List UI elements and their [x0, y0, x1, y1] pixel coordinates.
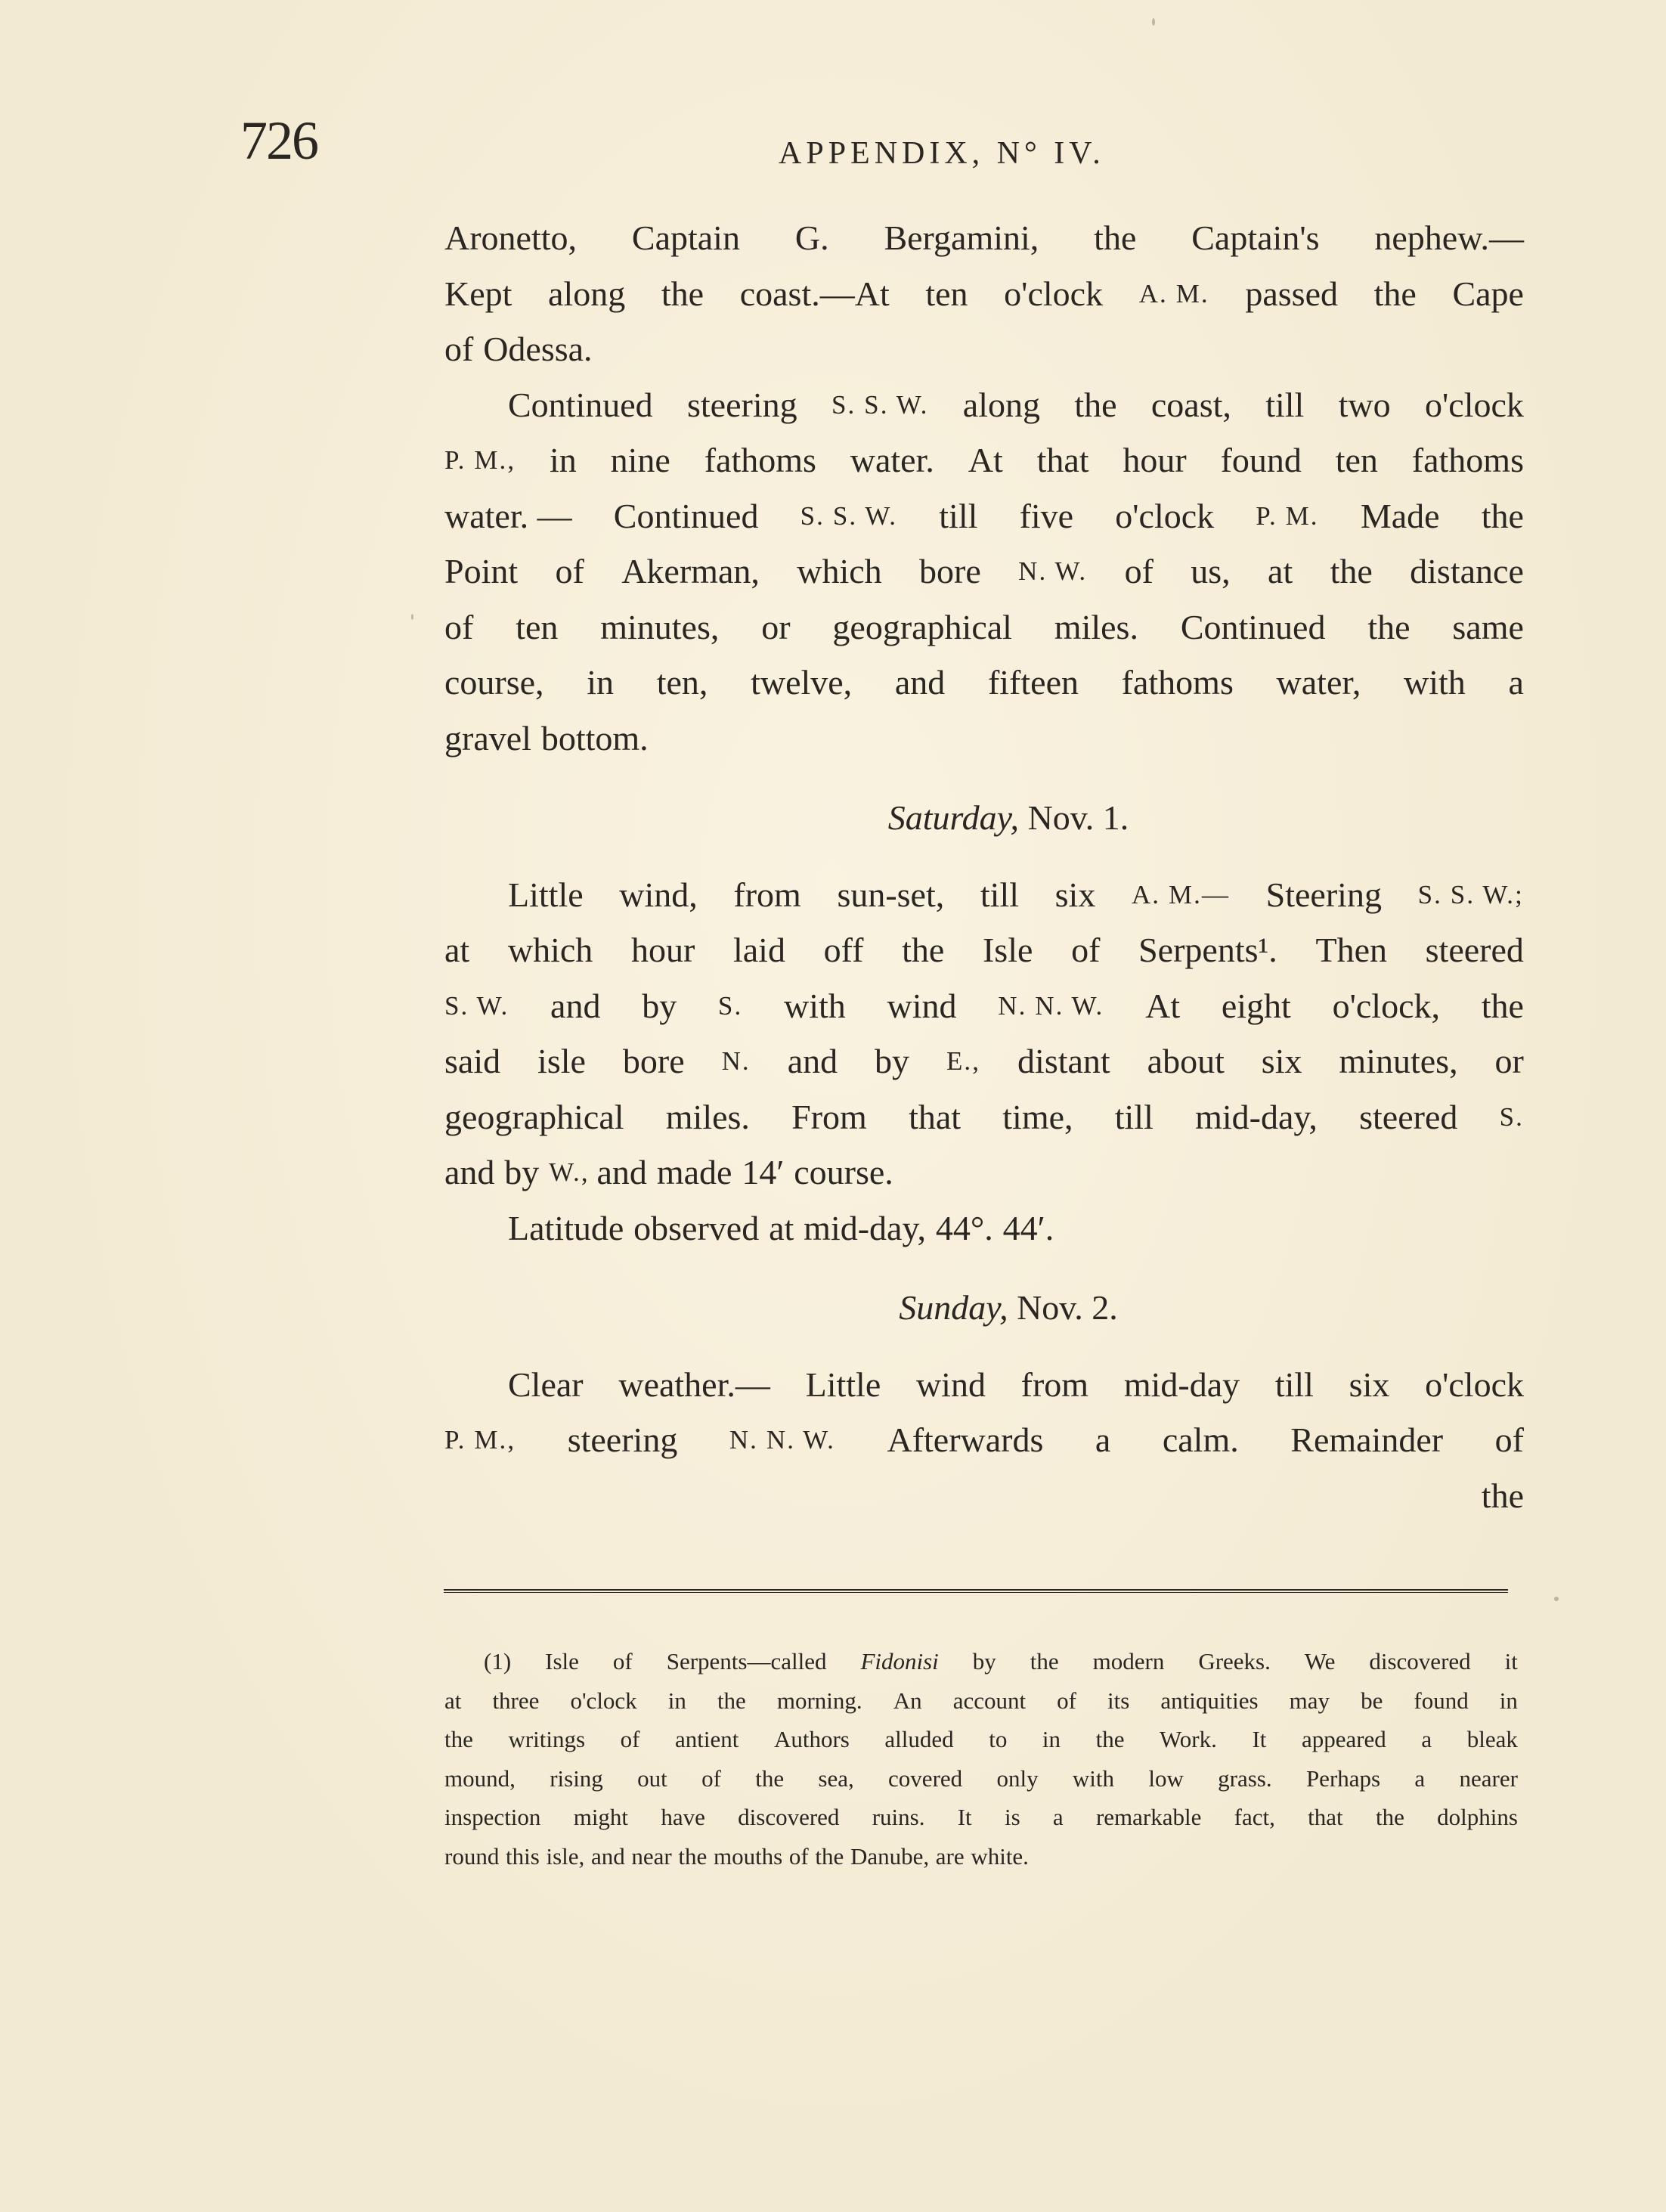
- word: and: [550, 986, 601, 1025]
- word: mid-day: [1123, 1365, 1240, 1404]
- catchword: the: [1481, 1476, 1524, 1515]
- word: S. S. W.: [800, 500, 898, 531]
- word: said: [444, 1042, 501, 1080]
- word: mid-day,: [804, 1208, 926, 1247]
- word: the: [1030, 1648, 1059, 1674]
- word: From: [791, 1097, 867, 1136]
- word: three: [492, 1687, 540, 1714]
- word: at: [1268, 552, 1293, 590]
- word: Isle: [982, 931, 1033, 969]
- word: Continued: [613, 496, 759, 535]
- word: of: [612, 1648, 633, 1674]
- word: time,: [1002, 1097, 1073, 1136]
- word: S. W.: [444, 990, 509, 1021]
- word: Continued: [508, 385, 653, 424]
- word: mouths: [713, 1842, 783, 1870]
- word: antient: [675, 1726, 739, 1752]
- word: in: [1499, 1687, 1518, 1714]
- word: calm.: [1162, 1420, 1239, 1459]
- word: at: [444, 1687, 462, 1714]
- word: and: [894, 663, 946, 702]
- text-line: [444, 544, 1524, 599]
- word: in: [667, 1687, 686, 1714]
- word: the: [1074, 385, 1117, 424]
- word: (1): [484, 1648, 512, 1674]
- word: G.: [794, 218, 829, 257]
- word: discovered: [738, 1804, 840, 1830]
- word: till: [939, 496, 978, 535]
- word: its: [1107, 1687, 1130, 1714]
- word: Afterwards: [887, 1420, 1044, 1459]
- word: steering: [687, 385, 797, 424]
- word: the: [1095, 1726, 1125, 1752]
- word: Latitude: [508, 1208, 624, 1247]
- word: coast.—At: [739, 274, 890, 313]
- word: water.: [850, 441, 934, 479]
- word: of: [1494, 1420, 1524, 1459]
- word: Continued: [1180, 607, 1326, 646]
- paragraph: [444, 377, 1524, 767]
- word: N.: [721, 1046, 751, 1076]
- text-line: [444, 1089, 1524, 1145]
- word: Akerman,: [621, 552, 760, 590]
- word: of: [1071, 931, 1101, 969]
- word: course.: [794, 1153, 893, 1191]
- page-number: 726: [240, 110, 317, 171]
- word: A. M.: [1138, 278, 1209, 308]
- word: steering: [567, 1420, 678, 1459]
- word: two: [1338, 385, 1391, 424]
- word: that: [1308, 1804, 1343, 1830]
- text-line: [444, 1145, 1524, 1200]
- word: to: [989, 1726, 1008, 1752]
- word: till: [1114, 1097, 1154, 1136]
- word: Steering: [1265, 875, 1382, 914]
- paragraph: [444, 867, 1524, 1200]
- word: ten: [516, 607, 559, 646]
- word: five: [1019, 496, 1074, 535]
- word: Bergamini,: [884, 218, 1039, 257]
- word: round: [444, 1842, 500, 1870]
- word: modern: [1092, 1648, 1165, 1674]
- word: miles.: [665, 1097, 750, 1136]
- paragraph: [444, 210, 1524, 377]
- word: Clear: [508, 1365, 584, 1404]
- word: fathoms: [1121, 663, 1234, 702]
- word: S.: [717, 990, 743, 1021]
- word: observed: [633, 1208, 760, 1247]
- word: may: [1289, 1687, 1330, 1714]
- word: steered: [1425, 931, 1524, 969]
- word: inspection: [444, 1804, 541, 1830]
- word: of: [701, 1764, 721, 1792]
- word: from: [1020, 1365, 1089, 1404]
- word: dolphins: [1437, 1804, 1518, 1830]
- word: at: [769, 1208, 794, 1247]
- text-line: [444, 210, 1524, 266]
- word: made: [656, 1153, 732, 1191]
- paragraph: [444, 1200, 1524, 1256]
- footnote: [444, 1642, 1518, 1876]
- word: Odessa.: [483, 330, 593, 368]
- word: Made: [1360, 496, 1440, 535]
- word: only: [996, 1764, 1039, 1792]
- word: ten,: [656, 663, 708, 702]
- word: A. M.—: [1131, 879, 1231, 909]
- word: by: [642, 986, 677, 1025]
- word: Then: [1315, 931, 1387, 969]
- word: the: [717, 1687, 746, 1714]
- word: S. S. W.;: [1417, 879, 1524, 909]
- word: in: [587, 663, 615, 702]
- heading-day: Sunday,: [899, 1288, 1008, 1327]
- word: It: [957, 1804, 972, 1830]
- footnote-line: [444, 1720, 1518, 1759]
- word: o'clock,: [1332, 986, 1440, 1025]
- word: with: [1404, 663, 1466, 702]
- text-line: [444, 321, 1524, 377]
- word: Fidonisi: [860, 1648, 939, 1674]
- word: that: [1036, 441, 1089, 479]
- word: which: [797, 552, 882, 590]
- word: mound,: [444, 1764, 516, 1792]
- word: along: [962, 385, 1040, 424]
- word: hour: [630, 931, 695, 969]
- text-line: [444, 1412, 1524, 1468]
- text-line: [444, 711, 1524, 767]
- word: Serpents—called: [666, 1648, 827, 1674]
- text-line: [444, 432, 1524, 488]
- word: wind,: [619, 875, 698, 914]
- word: isle,: [546, 1842, 585, 1870]
- word: by: [875, 1042, 910, 1080]
- text-line: [444, 867, 1524, 923]
- word: till: [1265, 385, 1305, 424]
- word: water. —: [444, 496, 572, 535]
- heading-day: Saturday,: [887, 798, 1020, 837]
- word: o'clock: [1424, 385, 1524, 424]
- word: steered: [1359, 1097, 1458, 1136]
- running-head: APPENDIX, N° IV.: [779, 136, 1105, 171]
- word: a: [1095, 1420, 1111, 1459]
- word: isle: [537, 1042, 586, 1080]
- word: nine: [610, 441, 670, 479]
- word: which: [507, 931, 593, 969]
- word: bore: [622, 1042, 685, 1080]
- word: the: [755, 1764, 785, 1792]
- word: in: [1042, 1726, 1061, 1752]
- word: W.,: [549, 1157, 590, 1187]
- paragraph: [444, 1357, 1524, 1468]
- word: us,: [1191, 552, 1231, 590]
- word: o'clock: [1425, 1365, 1524, 1404]
- word: minutes,: [600, 607, 720, 646]
- word: from: [733, 875, 801, 914]
- word: writings: [508, 1726, 586, 1752]
- word: Remainder: [1290, 1420, 1444, 1459]
- word: N. N. W.: [998, 990, 1104, 1021]
- word: ten: [925, 274, 968, 313]
- word: laid: [732, 931, 785, 969]
- word: near: [631, 1842, 672, 1870]
- footnote-line: [444, 1642, 1518, 1681]
- word: wind: [915, 1365, 986, 1404]
- word: at: [444, 931, 470, 969]
- word: is: [1004, 1804, 1020, 1830]
- word: and: [444, 1153, 495, 1191]
- word: the: [902, 931, 945, 969]
- word: antiquities: [1160, 1687, 1259, 1714]
- word: Isle: [545, 1648, 579, 1674]
- word: of: [555, 552, 584, 590]
- word: 44°.: [935, 1208, 993, 1247]
- word: fact,: [1234, 1804, 1275, 1830]
- word: the: [444, 1726, 473, 1752]
- word: o'clock: [1004, 274, 1104, 313]
- word: remarkable: [1095, 1804, 1202, 1830]
- word: Point: [444, 552, 519, 590]
- text-line: [444, 599, 1524, 655]
- word: wind: [887, 986, 957, 1025]
- word: passed: [1245, 274, 1338, 313]
- word: nearer: [1459, 1764, 1518, 1792]
- word: might: [573, 1804, 629, 1830]
- word: sun-set,: [837, 875, 945, 914]
- word: sea,: [818, 1764, 854, 1792]
- word: till: [1274, 1365, 1314, 1404]
- word: geographical: [444, 1097, 624, 1136]
- word: six: [1349, 1365, 1390, 1404]
- word: and: [596, 1153, 647, 1191]
- text-line: [444, 266, 1524, 322]
- footnote-line: [444, 1798, 1518, 1837]
- word: of: [444, 607, 474, 646]
- word: the: [1375, 1804, 1404, 1830]
- word: 44′.: [1002, 1208, 1054, 1247]
- word: distance: [1410, 552, 1524, 590]
- word: mid-day,: [1195, 1097, 1318, 1136]
- word: distant: [1017, 1042, 1110, 1080]
- word: At: [968, 441, 1003, 479]
- word: Captain: [631, 218, 740, 257]
- footnote-rule: [444, 1589, 1508, 1593]
- word: Greeks.: [1198, 1648, 1271, 1674]
- word: Cape: [1452, 274, 1524, 313]
- word: It: [1252, 1726, 1267, 1752]
- word: a: [1414, 1764, 1426, 1792]
- word: P. M.: [1256, 500, 1319, 531]
- text-line: [444, 978, 1524, 1034]
- word: or: [1494, 1042, 1524, 1080]
- word: discovered: [1369, 1648, 1471, 1674]
- word: miles.: [1054, 607, 1138, 646]
- word: alluded: [884, 1726, 954, 1752]
- word: along: [548, 274, 626, 313]
- word: a: [1421, 1726, 1432, 1752]
- word: Work.: [1160, 1726, 1217, 1752]
- word: a: [1052, 1804, 1064, 1830]
- word: of: [1124, 552, 1154, 590]
- text-line: [444, 1033, 1524, 1089]
- word: of: [1057, 1687, 1076, 1714]
- word: bottom.: [540, 718, 649, 757]
- heading-date: Nov. 1.: [1027, 798, 1129, 837]
- word: the: [815, 1842, 844, 1870]
- word: hour: [1123, 441, 1187, 479]
- word: rising: [550, 1764, 603, 1792]
- word: the: [1094, 218, 1137, 257]
- word: P. M.,: [444, 1425, 516, 1455]
- word: the: [1481, 986, 1524, 1025]
- word: weather.—: [618, 1365, 770, 1404]
- word: with: [784, 986, 846, 1025]
- word: six: [1054, 875, 1096, 914]
- word: ten: [1335, 441, 1378, 479]
- text-line: [444, 1200, 1524, 1256]
- word: 14′: [742, 1153, 785, 1191]
- word: that: [909, 1097, 962, 1136]
- footnote-line: [444, 1681, 1518, 1721]
- word: ruins.: [872, 1804, 925, 1830]
- word: geographical: [832, 607, 1012, 646]
- word: Kept: [444, 274, 512, 313]
- word: by: [972, 1648, 996, 1674]
- word: bore: [919, 552, 981, 590]
- word: twelve,: [751, 663, 853, 702]
- word: eight: [1221, 986, 1291, 1025]
- word: found: [1414, 1687, 1469, 1714]
- text-line: [444, 922, 1524, 978]
- word: fathoms: [1411, 441, 1524, 479]
- footnote-line: [444, 1837, 1518, 1876]
- word: the: [1367, 607, 1411, 646]
- word: six: [1261, 1042, 1302, 1080]
- text-line: [444, 488, 1524, 544]
- word: till: [980, 875, 1020, 914]
- word: this: [506, 1842, 540, 1870]
- word: fifteen: [987, 663, 1079, 702]
- word: P. M.,: [444, 445, 516, 475]
- word: covered: [888, 1764, 963, 1792]
- word: found: [1220, 441, 1302, 479]
- word: Serpents¹.: [1138, 931, 1277, 969]
- word: Little: [508, 875, 584, 914]
- word: Danube,: [850, 1842, 930, 1870]
- word: of: [444, 330, 474, 368]
- word: the: [678, 1842, 708, 1870]
- word: appeared: [1301, 1726, 1386, 1752]
- word: have: [661, 1804, 705, 1830]
- word: with: [1072, 1764, 1115, 1792]
- word: Perhaps: [1305, 1764, 1381, 1792]
- word: N. N. W.: [729, 1425, 835, 1455]
- date-heading: [444, 1280, 1524, 1336]
- word: o'clock: [1115, 496, 1215, 535]
- word: in: [550, 441, 577, 479]
- word: nephew.—: [1374, 218, 1524, 257]
- word: the: [1481, 496, 1524, 535]
- word: gravel: [444, 718, 531, 757]
- footnote-line: [444, 1759, 1518, 1798]
- date-heading: [444, 790, 1524, 846]
- word: off: [823, 931, 864, 969]
- word: fathoms: [704, 441, 816, 479]
- word: low: [1148, 1764, 1184, 1792]
- word: or: [761, 607, 791, 646]
- word: At: [1145, 986, 1181, 1025]
- heading-date: Nov. 2.: [1017, 1288, 1118, 1327]
- word: coast,: [1150, 385, 1231, 424]
- word: Aronetto,: [444, 218, 578, 257]
- word: water,: [1276, 663, 1361, 702]
- word: the: [1330, 552, 1373, 590]
- word: of: [620, 1726, 640, 1752]
- word: the: [1373, 274, 1417, 313]
- word: minutes,: [1339, 1042, 1458, 1080]
- word: by: [504, 1153, 540, 1191]
- word: account: [952, 1687, 1027, 1714]
- word: We: [1304, 1648, 1336, 1674]
- word: Authors: [773, 1726, 850, 1752]
- word: same: [1452, 607, 1524, 646]
- word: about: [1147, 1042, 1225, 1080]
- word: An: [893, 1687, 922, 1714]
- word: Little: [805, 1365, 881, 1404]
- word: and: [787, 1042, 838, 1080]
- word: bleak: [1466, 1726, 1518, 1752]
- word: o'clock: [570, 1687, 637, 1714]
- word: are: [935, 1842, 965, 1870]
- body-text: [444, 210, 1524, 1523]
- word: E.,: [946, 1046, 981, 1076]
- word: Captain's: [1191, 218, 1320, 257]
- word: a: [1508, 663, 1524, 702]
- word: and: [590, 1842, 625, 1870]
- word: N. W.: [1018, 556, 1088, 586]
- word: S. S. W.: [831, 389, 929, 420]
- text-line: [444, 655, 1524, 711]
- word: out: [637, 1764, 667, 1792]
- word: be: [1361, 1687, 1383, 1714]
- word: course,: [444, 663, 544, 702]
- word: it: [1504, 1648, 1518, 1674]
- word: morning.: [776, 1687, 862, 1714]
- word: S.: [1499, 1101, 1524, 1132]
- text-line: [444, 377, 1524, 433]
- word: white.: [971, 1842, 1029, 1870]
- text-line: [444, 1357, 1524, 1413]
- word: of: [788, 1842, 809, 1870]
- word: the: [661, 274, 704, 313]
- word: grass.: [1218, 1764, 1272, 1792]
